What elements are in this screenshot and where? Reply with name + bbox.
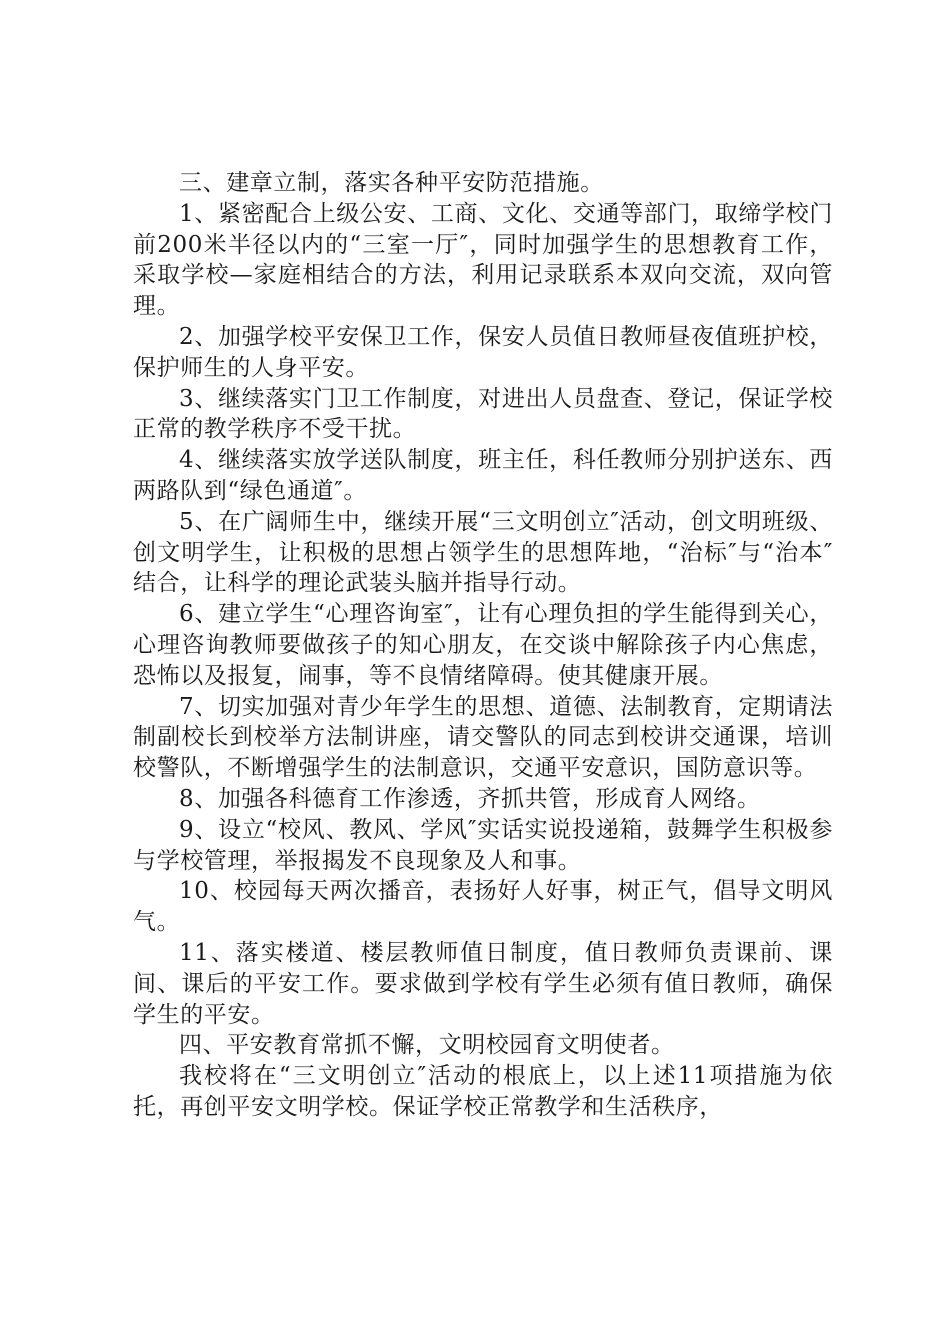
measure-item-11: 11、落实楼道、楼层教师值日制度，值日教师负责课前、课间、课后的平安工作。要求做到学校有学生必须有值日教师，确保学生的平安。 bbox=[133, 939, 833, 1028]
measure-item-6: 6、建立学生“心理咨询室″，让有心理负担的学生能得到关心，心理咨询教师要做孩子的知心朋友，在交谈中解除孩子内心焦虑，恐怖以及报复，闹事，等不良情绪障碍。使其健康开展。 bbox=[133, 601, 833, 689]
measure-item-3: 3、继续落实门卫工作制度，对进出人员盘查、登记，保证学校正常的教学秩序不受干扰。 bbox=[133, 385, 833, 443]
measure-item-10: 10、校园每天两次播音，表扬好人好事，树正气，倡导文明风气。 bbox=[133, 878, 833, 936]
measure-item-8: 8、加强各科德育工作渗透，齐抓共管，形成育人网络。 bbox=[179, 785, 761, 812]
measure-item-9: 9、设立“校风、教风、学风″实话实说投递箱，鼓舞学生积极参与学校管理，举报揭发不良现象及人和事。 bbox=[133, 816, 833, 874]
section-heading-3: 三、建章立制，落实各种平安防范措施。 bbox=[179, 170, 604, 196]
measure-item-1: 1、紧密配合上级公安、工商、文化、交通等部门，取缔学校门前200米半径以内的“三室一厅″，同时加强学生的思想教育工作，采取学校—家庭相结合的方法，利用记录联系本双向交流，双向管理。 bbox=[133, 200, 833, 320]
measure-item-7: 7、切实加强对青少年学生的思想、道德、法制教育，定期请法制副校长到校举方法制讲座，请交警队的同志到校讲交通课，培训校警队，不断增强学生的法制意识，交通平安意识，国防意识等。 bbox=[133, 693, 833, 782]
section-heading-4: 四、平安教育常抓不懈，文明校园育文明使者。 bbox=[179, 1032, 675, 1059]
measure-item-2: 2、加强学校平安保卫工作，保安人员值日教师昼夜值班护校，保护师生的人身平安。 bbox=[133, 323, 833, 381]
document-body bbox=[133, 168, 833, 1123]
closing-paragraph: 我校将在“三文明创立″活动的根底上，以上述11项措施为依托，再创平安文明学校。保证学校正常教学和生活秩序， bbox=[133, 1063, 833, 1120]
measure-item-5: 5、在广阔师生中，继续开展“三文明创立″活动，创文明班级、创文明学生，让积极的思想占领学生的思想阵地，“治标″与“治本″结合，让科学的理论武装头脑并指导行动。 bbox=[133, 508, 833, 597]
measure-item-4: 4、继续落实放学送队制度，班主任，科任教师分别护送东、西两路队到“绿色通道″。 bbox=[133, 447, 833, 504]
